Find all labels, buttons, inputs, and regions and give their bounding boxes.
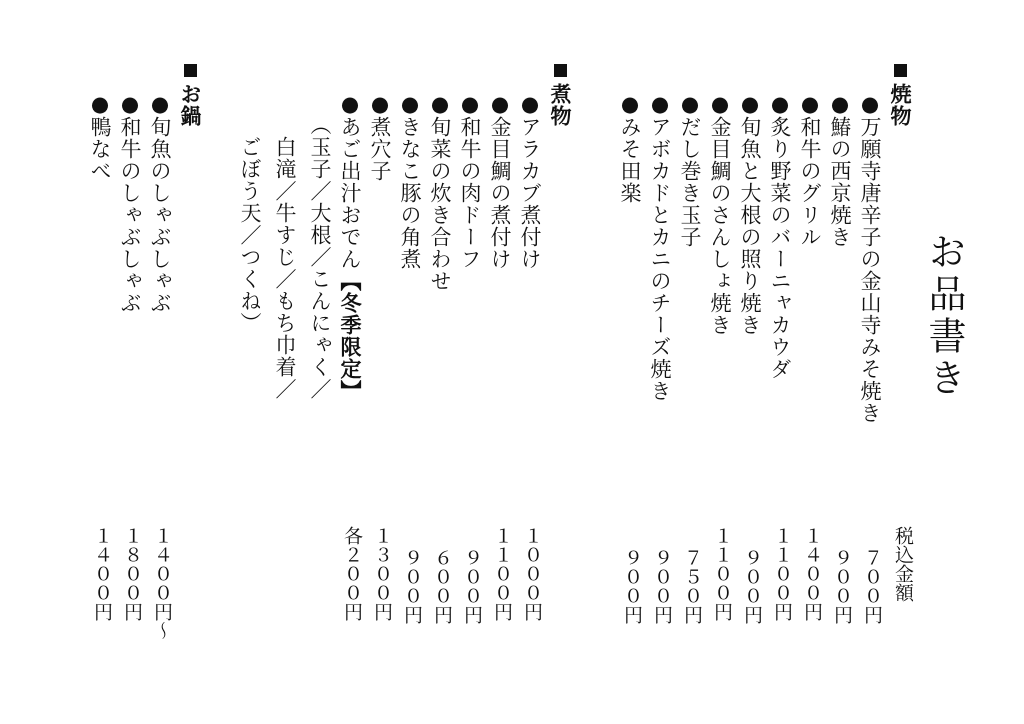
menu-price: ９００円	[461, 548, 483, 624]
menu-item: ●アラカブ煮付け	[518, 92, 542, 270]
menu-item: ●旬魚のしゃぶしゃぶ	[148, 92, 172, 314]
oden-detail-line: （玉子／大根／こんにゃく／	[308, 114, 332, 400]
menu-item: ●炙り野菜のバーニャカウダ	[768, 92, 792, 380]
menu-item: ●金目鯛のさんしょ焼き	[708, 92, 732, 336]
menu-item: ●金目鯛の煮付け	[488, 92, 512, 270]
menu-price: ９００円	[401, 548, 423, 624]
menu-price: １０００円	[521, 526, 543, 621]
menu-item: ●だし巻き玉子	[678, 92, 702, 248]
menu-price: １４００円	[801, 526, 823, 621]
menu-price: ９００円	[651, 548, 673, 624]
menu-item: ●和牛のグリル	[798, 92, 822, 248]
menu-price: 各２００円	[341, 526, 363, 621]
menu-title: お品書き	[922, 232, 966, 400]
menu-item: ●旬菜の炊き合わせ	[428, 92, 452, 292]
square-icon	[554, 64, 567, 77]
limited-badge: 【冬季限定】	[338, 270, 363, 402]
section-heading-nabe: お鍋	[175, 64, 205, 127]
square-icon	[894, 64, 907, 77]
menu-price: ７５０円	[681, 548, 703, 624]
menu-item: ●アボカドとカニのチーズ焼き	[648, 92, 672, 402]
menu-item: ●旬魚と大根の照り焼き	[738, 92, 762, 336]
menu-item: ●万願寺唐辛子の金山寺みそ焼き	[858, 92, 882, 424]
menu-item: ●きなこ豚の角煮	[398, 92, 422, 270]
square-icon	[184, 64, 197, 77]
menu-price: １３００円	[371, 526, 393, 621]
menu-price: １４００円	[91, 526, 113, 621]
menu-price: ６００円	[431, 548, 453, 624]
tax-label: 税込金額	[892, 526, 914, 602]
menu-price: １４００円～	[151, 526, 173, 640]
menu-item: ●鴨なべ	[88, 92, 112, 182]
oden-detail-line: ごぼう天／つくね）	[238, 136, 262, 334]
menu-price: １８００円	[121, 526, 143, 621]
menu-price: １１００円	[771, 526, 793, 621]
menu-item: ●あご出汁おでん【冬季限定】	[338, 92, 363, 402]
section-heading-yaki: 焼物	[885, 64, 915, 127]
menu-price: ９００円	[621, 548, 643, 624]
menu-item: ●和牛の肉ドーフ	[458, 92, 482, 270]
menu-item: ●和牛のしゃぶしゃぶ	[118, 92, 142, 314]
menu-price: ９００円	[831, 548, 853, 624]
menu-item: ●煮穴子	[368, 92, 392, 182]
menu-price: １１００円	[711, 526, 733, 621]
menu-price: ７００円	[861, 548, 883, 624]
section-heading-nimono: 煮物	[545, 64, 575, 127]
menu-price: １１００円	[491, 526, 513, 621]
menu-price: ９００円	[741, 548, 763, 624]
oden-detail-line: 白滝／牛すじ／もち巾着／	[273, 136, 297, 400]
menu-item: ●みそ田楽	[618, 92, 642, 204]
menu-item: ●鰆の西京焼き	[828, 92, 852, 248]
